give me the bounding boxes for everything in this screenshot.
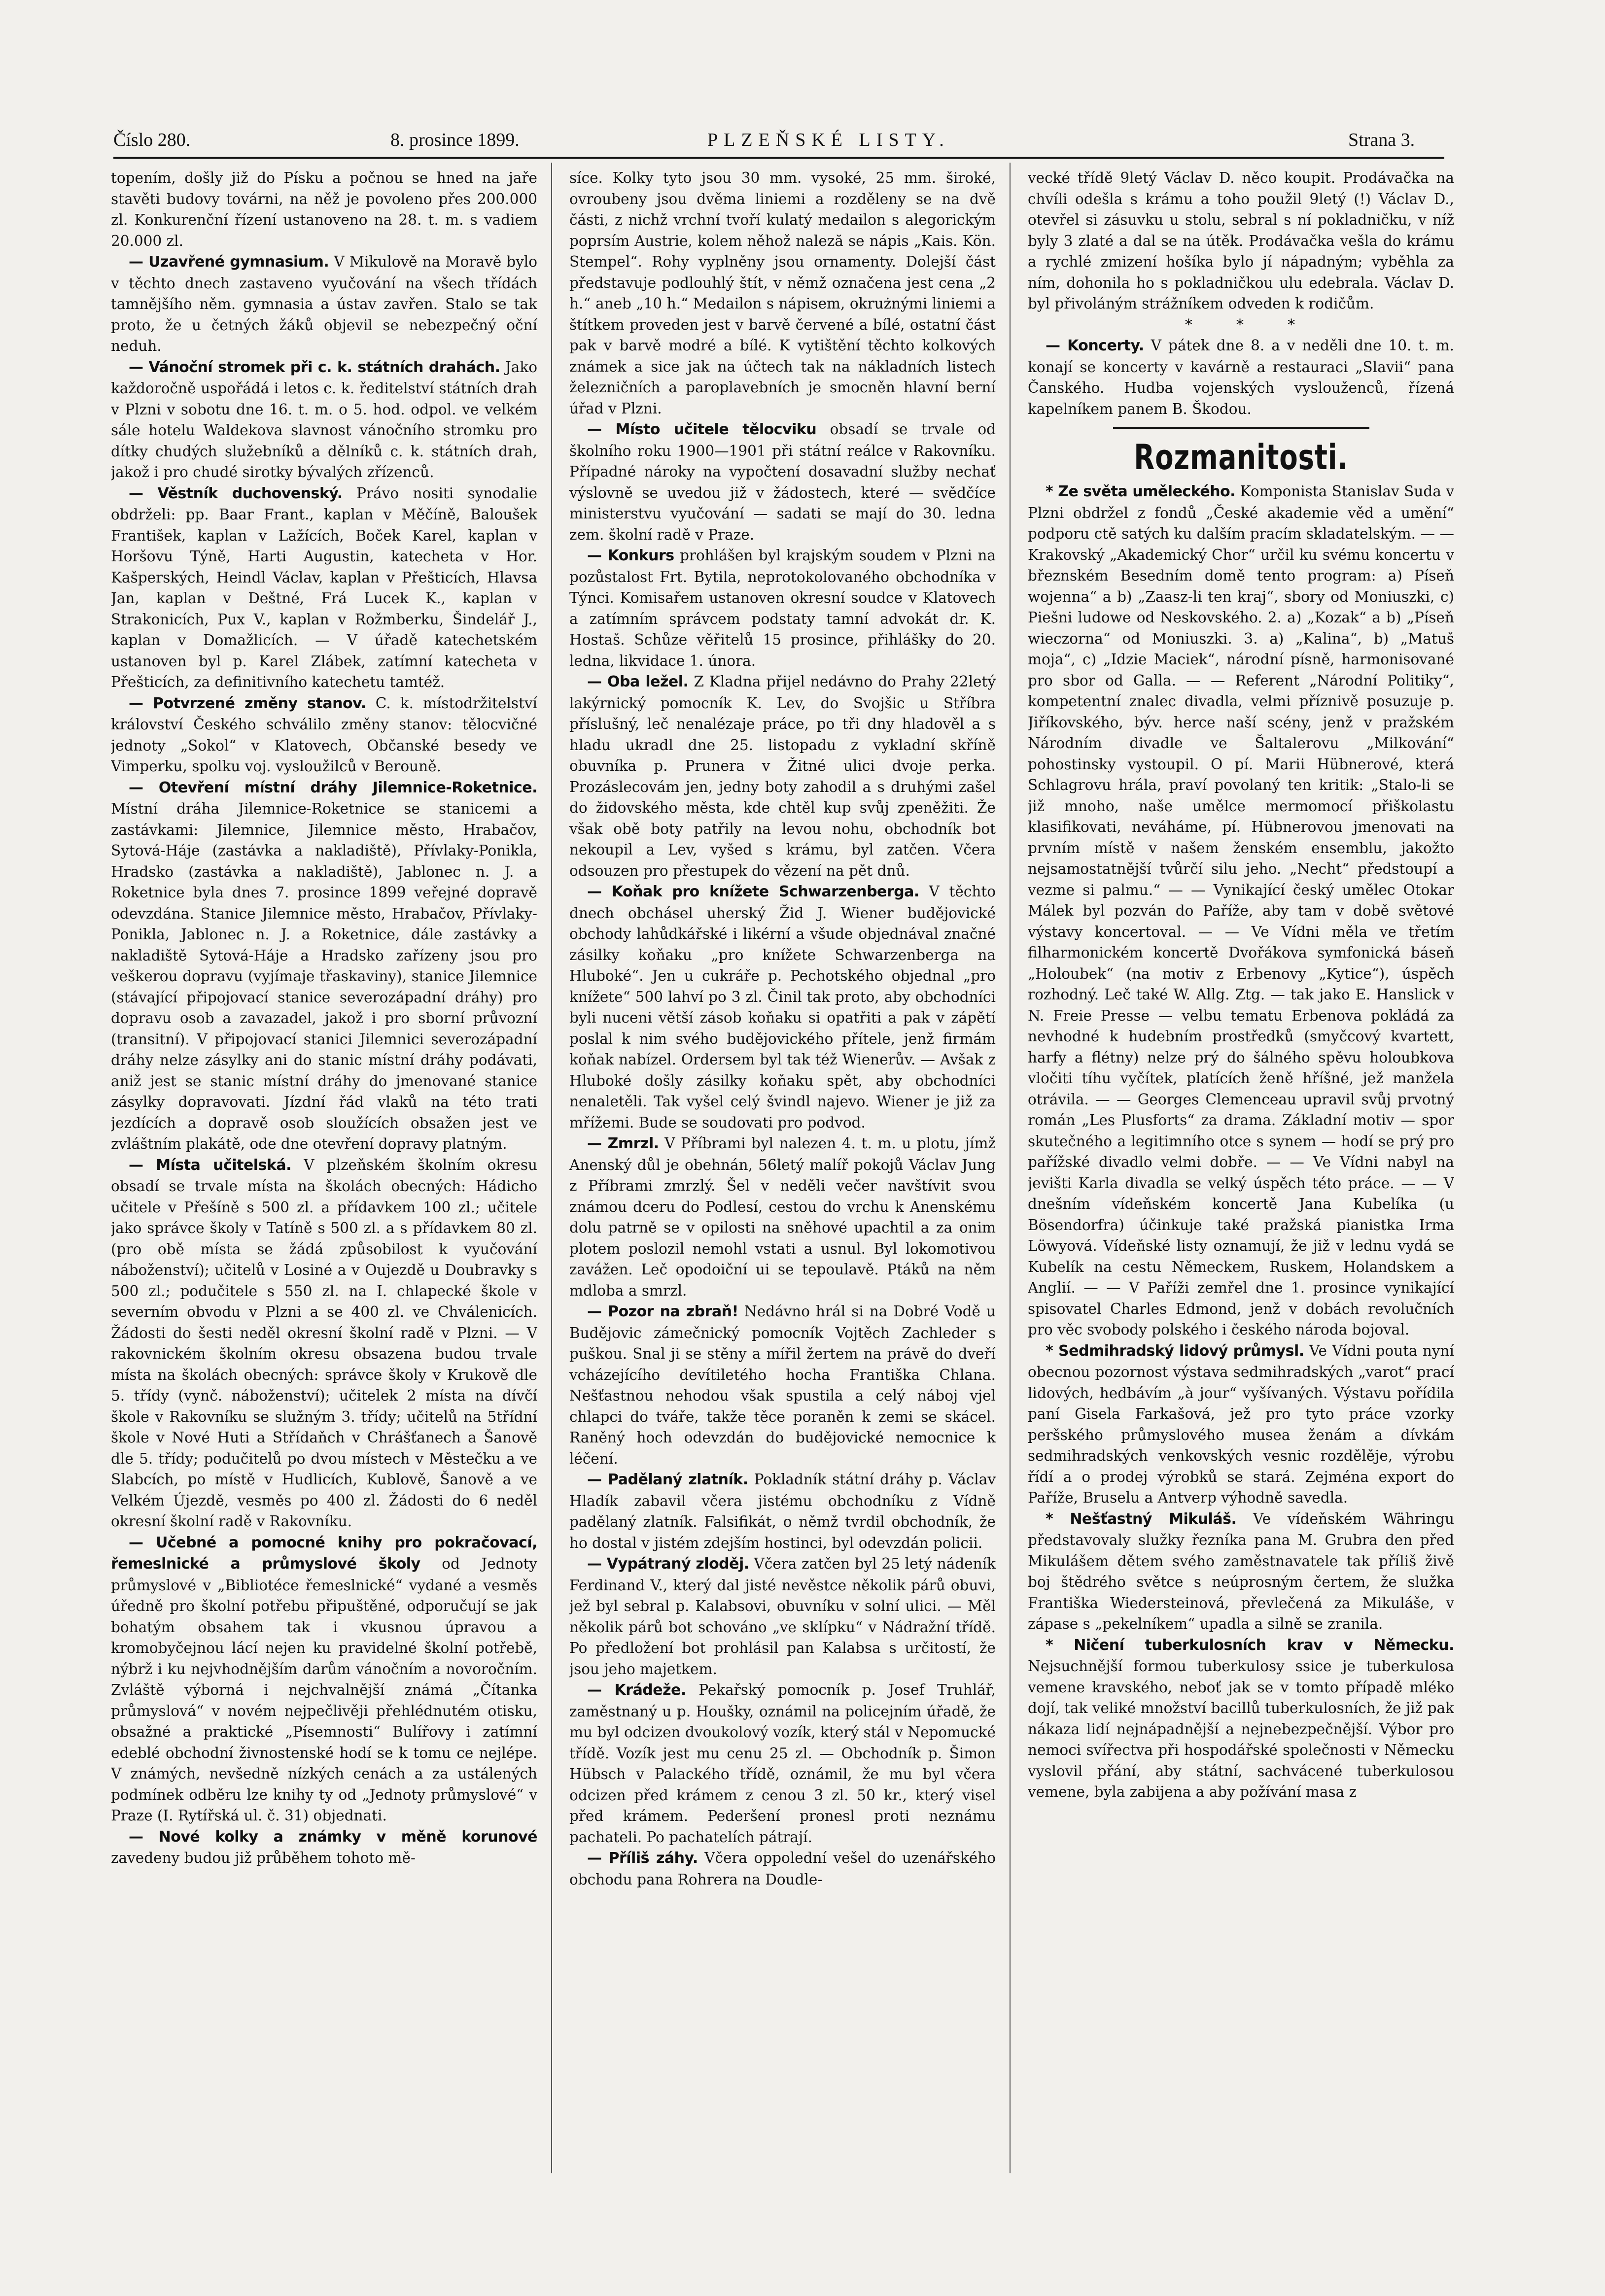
article-paragraph bbox=[111, 777, 537, 1155]
article-heading: — Místa učitelská. bbox=[129, 1156, 292, 1174]
article-heading: — Konkurs bbox=[587, 547, 674, 564]
column-divider bbox=[551, 163, 552, 2173]
article-text: Z Kladna přijel nedávno do Prahy 22letý lakýrnický pomocník K. Lev, do Svojšic u Stříbra příslušný, leč nenalézaje práce, po tři dny hladověl a s hladu ukradl dne 25. listopadu z vykladní skříně obuvníka p. Prunera v Žitné ulici dvoje perka. Prozáslecovám jen, jedny boty zahodil a s druhými zašel do židovského města, kde chtěl kup svůj zpeněžiti. Že však obě boty patřily na levou nohu, obchodník bot nekoupil a Lev, vyšed s krámu, byl zatčen. Včera odsouzen pro přestupek do vězení na pět dnů. bbox=[569, 673, 996, 879]
article-heading: * Nešťastný Mikuláš. bbox=[1046, 1510, 1237, 1528]
article-heading: — Příliš záhy. bbox=[587, 1850, 698, 1867]
article-paragraph bbox=[111, 1155, 537, 1532]
page-number: Strana 3. bbox=[1348, 130, 1415, 150]
article-text: obsadí se trvale od školního roku 1900—1901 při státní reálce v Rakovníku. Případné nároky na vypočtení dosavadní služby nechať výslovně se uvedou již v žádostech, které — svědčíce ministerstvu vyučování — sadati se mají do 30. ledna zem. školní radě v Praze. bbox=[569, 421, 996, 543]
article-paragraph bbox=[569, 168, 996, 419]
article-paragraph bbox=[569, 671, 996, 881]
article-heading: — Uzavřené gymnasium. bbox=[129, 253, 329, 271]
article-heading: — Vypátraný zloděj. bbox=[587, 1555, 749, 1573]
text-column-1 bbox=[111, 168, 537, 2173]
article-text: Nedávno hrál si na Dobré Vodě u Budějovic zámečnický pomocník Vojtěch Zachleder s puškou. Snal ji se stěny a mířil žertem na právě do dveří vcházejícího devítiletého hocha Františka Chlana. Nešťastnou nehodou však spustila a celý náboj vjel chlapci do tváře, takže těce poraněn k zemi se skácel. Raněný hoch odevzdán do budějovické nemocnice k léčení. bbox=[569, 1303, 996, 1467]
article-text: Jako každoročně uspořádá i letos c. k. ředitelství státních drah v Plzni v sobotu dne 16. t. m. o 5. hod. odpol. ve velkém sále hotelu Waldekova slavnost vánočního stromku pro dítky chudých služebníků a dělníků c. k. státních drah, jakož i pro chudé sirotky bývalých zřízenců. bbox=[111, 358, 537, 480]
article-text: Ve Vídni pouta nyní obecnou pozornost výstava sedmihradských „varot“ prací lidových, hedbávím „à jour“ vyšívaných. Výstavu pořídila paní Gisela Farkašová, jež pro tyto práce vzorky peršského průmyslového musea ženám a dívkám sedmihradských venkovských vesnic rozdělěje, výrobu řídí a o prodej výrobků se stará. Zejména export do Paříže, Bruselu a Antverp výhodně savedla. bbox=[1028, 1342, 1454, 1506]
article-paragraph bbox=[569, 1848, 996, 1890]
article-text: vecké třídě 9letý Václav D. něco koupit. Prodávačka na chvíli odešla s krámu a toho použil 9letý (!) Václav D., otevřel si zásuvku u stolu, sebral s ní pokladničku, v níž byly 3 zlaté a dal se na útěk. Prodávačka vešla do krámu a rychlé zmizení hošíka bylo jí nápadným; vyběhla za ním, dohonila ho s pokladničkou ulu edebrala. Václav D. byl přivoláným strážníkem odveden k rodičům. bbox=[1028, 170, 1454, 312]
section-heading: Rozmanitosti. bbox=[1134, 437, 1348, 478]
article-heading: — Místo učitele tělocviku bbox=[587, 421, 817, 438]
article-text: V Příbrami byl nalezen 4. t. m. u plotu, jímž Anenský důl je obehnán, 56letý malíř pokojů Václav Jung z Příbrami zmrzlý. Šel v neděli večer navštívit svou známou dceru do Podlesí, cestou do vrchu k Anenskému dolu patrně se v opilosti na sněhové upachtil a za onim plotem poslozil nemohl vstati a usnul. Byl lokomotivou zavážen. Leč opodoiční ui se tepoulavě. Ptáků na něm mdloba a smrzl. bbox=[569, 1135, 996, 1299]
article-heading: — Věstník duchovenský. bbox=[129, 484, 343, 502]
section-rule bbox=[1113, 427, 1369, 429]
article-paragraph bbox=[111, 693, 537, 777]
masthead bbox=[113, 129, 1434, 151]
article-heading: — Oba ležel. bbox=[587, 673, 689, 690]
article-text: od Jednoty průmyslové v „Bibliotéce řemeslnické“ vydané a vesměs úředně pro školní potřebu připuštěné, odporučují se jak bohatým obsahem tak i vkusnou úpravou a kromobyčejnou lácí nejen ku pravidelné školní potřebě, nýbrž i ku nejvhodnějším darům vánočním a novoročním. Zvláště výborná i nejchvalnější známá „Čítanka průmyslová“ v novém nejpečlivěji přehlédnutém otisku, obsažné a praktické „Písemnosti“ Bulířovy i zatímní edeblé obchodní živnostenské hodí se k tomu ce nejlépe. V známých, nevšedně nízkých cenách a za ustálených podmínek odběru lze knihy ty od „Jednoty průmyslové“ v Praze (I. Rytířská ul. č. 31) objednati. bbox=[111, 1555, 537, 1824]
article-heading: — Vánoční stromek při c. k. státních drahách. bbox=[129, 358, 500, 376]
article-heading: — Učebné a pomocné knihy pro pokračovací, řemeslnické a průmyslové školy bbox=[111, 1534, 537, 1573]
article-paragraph bbox=[569, 881, 996, 1133]
article-heading: — Koňak pro knížete Schwarzenberga. bbox=[587, 883, 919, 900]
article-text: síce. Kolky tyto jsou 30 mm. vysoké, 25 mm. široké, ovroubeny jsou dvěma liniemi a rozděleny se na dvě části, z nichž vrchní tvoří kulatý medailon s alegorickým poprsím Austrie, kolem něhož naleză se nápis „Kais. Kön. Stempel“. Rohy vyplněny jsou ornamenty. Dolejší část představuje podlouhlý štít, v němž označena jest cena „2 h.“ aneb „10 h.“ Medailon s nápisem, okrużnými liniemi a štítkem proveden jest v barvě červené a bílé, ostatní část pak v barvě modré a bílé. K vytištění těchto kolkových známek a sice jak na účtech tak na nákladních listech železničních a paroplavebních je smocněn hlavní berní úřad v Plzni. bbox=[569, 170, 996, 417]
article-heading: — Nové kolky a známky v měně korunové bbox=[129, 1828, 537, 1846]
article-heading: * Ničení tuberkulosních krav v Německu. bbox=[1046, 1636, 1454, 1654]
article-heading: — Zmrzl. bbox=[587, 1135, 659, 1152]
article-heading: * Sedmihradský lidový průmysl. bbox=[1046, 1342, 1304, 1360]
article-text: Pekařský pomocník p. Josef Truhlář, zaměstnaný u p. Houšky, oznámil na policejním úřadě, že mu byl odcizen dvoukolový vozík, který stál v Nepomucké třídě. Vozík jest mu cenu 25 zl. — Obchodník p. Šimon Hübsch v Palackého třídě, oznámil, že mu byl včera odcizen před krámem z cenou 3 zl. 50 kr., který visel před krámem. Pederšení pronesl proti neznámu pachateli. Po pachatelích pátrají. bbox=[569, 1681, 996, 1846]
issue-number: Číslo 280. bbox=[113, 130, 191, 150]
article-text: V těchto dnech obchásel uherský Žid J. Wiener budějovické obchody lahůdkářské i likérní a všude objednával značné zásilky koňaku „pro knížete Schwarzenberga na Hluboké“. Jen u cukráře p. Pechotského objednal „pro knížete“ 500 lahví po 3 zl. Činil tak proto, aby obchodníci byli nuceni větší zásob koňaku si opatřiti a pak v zápětí poslal k nim svého budějovického přítele, jenž firmám koňak nabízel. Ordersem byl tak též Wienerův. — Avšak z Hluboké došly zásilky koňaku spět, aby obchodníci nenaletěli. Tak vyšel celý švindl najevo. Wiener je již za mřížemi. Bude se soudovati pro podvod. bbox=[569, 883, 996, 1131]
article-heading: — Padělaný zlatník. bbox=[587, 1471, 748, 1488]
masthead-rule bbox=[113, 157, 1444, 159]
article-paragraph bbox=[111, 168, 537, 251]
article-text: V Mikulově na Moravě bylo v těchto dnech zastaveno vyučování na všech třídách tamnějšího něm. gymnasia a ústav zavřen. Stalo se tak proto, že u četných žáků objevil se nebezpečný oční neduh. bbox=[111, 253, 537, 354]
article-paragraph bbox=[569, 419, 996, 545]
article-text: C. k. místodržitelství království Českého schválilo změny stanov: tělocvičné jednoty „Sokol“ v Klatovech, Občanské besedy ve Vimperku, spolku voj. vysloužilců v Berouně. bbox=[111, 694, 537, 775]
article-paragraph bbox=[1028, 1508, 1454, 1635]
article-heading: * Ze světa uměleckého. bbox=[1046, 483, 1236, 500]
article-heading: — Otevření místní dráhy Jilemnice-Roketnice. bbox=[129, 779, 537, 796]
article-paragraph bbox=[1028, 335, 1454, 419]
article-paragraph bbox=[111, 1532, 537, 1826]
article-paragraph bbox=[1028, 168, 1454, 314]
article-paragraph bbox=[569, 1469, 996, 1553]
article-text: Ve vídeňském Währingu představovaly služky řezníka pana M. Grubra den před Mikulášem dětem svého zaměstnavatele tak příliš živě boj štědrého světce s neúprosným čertem, že služka Františka Wiedersteinová, převlečená za Mikuláše, v zápase s „pekelníkem“ upadla a silně se zranila. bbox=[1028, 1510, 1454, 1632]
article-paragraph bbox=[111, 483, 537, 693]
article-text: V plzeňském školním okresu obsadí se trvale místa na školách obecných: Hádicho učitele v Přešíně s 500 zl. a přídavkem 100 zl.; učitele jako správce školy v Tatíně s 500 zl. a s přídavkem 80 zl. (pro obě místa se žádá způsobilost k vyučování náboženství); učitelů v Losiné a v Oujezdě u Doubravky s 500 zl.; podučitele s 550 zl. na I. chlapecké škole v severním obvodu v Plzni a se 400 zl. ve Chválenicích. Žádosti do šesti neděl okresní školní radě v Plzni. — V rakovnickém školním okresu obsazena budou trvale místa na školách obecných: správce školy v Krukově dle 5. třídy (vynč. náboženství); učitelek 2 místa na dívčí škole v Rakovníku se služným 3. třídy; učitelů na 5třídní škole v Nové Huti a Střídaňch v Chrášťanech a Šanově dle 5. třídy; podučitelů po dvou místech v Městečku a ve Slabcích, po místě v Hudlicích, Kublově, Šanově a ve Velkém Újezdě, vesměs po 400 zl. Žádosti do 6 neděl okresní školní radě v Rakovníku. bbox=[111, 1156, 537, 1530]
paper-title: PLZEŇSKÉ LISTY. bbox=[707, 130, 950, 150]
article-paragraph bbox=[1028, 1340, 1454, 1508]
text-column-2 bbox=[569, 168, 996, 2173]
article-paragraph bbox=[111, 251, 537, 357]
text-column-3 bbox=[1028, 168, 1454, 2173]
article-text: Komponista Stanislav Suda v Plzni obdržel z fondů „České akademie věd a umění“ podporu ctě satých ku dalším pracím skladatelským. — — Krakovský „Akademický Chor“ určil ku svému koncertu v březnském Besedním domě tento program: a) Píseň wojenna“ a b) „Zaasz-li ten kraj“, sbory od Moniuszki, c) Piešni ludowe od Neskovského. 2. a) „Kozak“ a b) „Píseň wieczorna“ od Moniuszki. 3. a) „Kalina“, b) „Matuš moja“, c) „Idzie Maciek“, národní písně, harmonisované pro sbor od Galla. — — Referent „Národní Politiky“, kompetentní znalec divadla, velmi příznivě posuzuje p. Jiříkovského, býv. herce naší scény, jenž v pražském Národním divadle ve Šaltalerovu „Milkování“ pohostinsky vystoupil. O pí. Marii Hübnerové, která Schlagrovu hrála, praví povolaný ten kritik: „Stalo-li se již mnoho, naše umělce mermomocí přiškolastu klasifikovati, neváháme, pí. Hübnerovou jmenovati na prvním místě v našem ženském ensemblu, jakožto nejsamostatnější tvůrčí silu jeho. „Necht“ předstoupí a vezme si palmu.“ — — Vynikající český umělec Otokar Málek byl pozván do Paříže, aby tam v době světové výstavy koncertoval. — — Ve Vídni měla ve třetím filharmonickém koncertě Dvořákova symfonická báseň „Holoubek“ (na motiv z Erbenovy „Kytice“), úspěch rozhodný. Leč také W. Allg. Ztg. — tak jako E. Hanslick v N. Freie Presse — velbu tematu Erbenova pokládá za nevhodné k hudebním prostředků (smyčcový kvartett, harfy a flétny) nelze prý do šálného spěvu holoubkova vločiti tíhu vyčítek, platících ženě hříšné, jež manžela otrávila. — — Georges Clemenceau upravil svůj prvotný román „Les Plusforts“ za drama. Základní motiv — spor skutečného a legitimního otce s synem — hodí se prý pro pařížské divadlo velmi dobře. — — Ve Vídni nabyl na jevišti Karla divadla se velký úspěch této práce. — — V dnešním vídeňském koncertě Jana Kubelíka (u Bösendorfra) účinkuje také pražská pianistka Irma Löwyová. Vídeňské listy oznamují, že již v lednu vydá se Kubelík na cestu Německem, Ruskem, Holandskem a Anglií. — — V Paříži zemřel dne 1. prosince vynikající spisovatel Charles Edmond, jenž v dobách revolučních pro věc svobody polského i českého národa bojoval. bbox=[1028, 483, 1454, 1338]
article-text: topením, došly již do Písku a počnou se hned na jaře stavěti budovy továrni, na něž je povoleno přes 200.000 zl. Konkurenční řízení ustanoveno na 28. t. m. s vadiem 20.000 zl. bbox=[111, 170, 537, 249]
article-heading: — Koncerty. bbox=[1046, 337, 1144, 354]
article-paragraph bbox=[1028, 1635, 1454, 1803]
article-paragraph bbox=[111, 1826, 537, 1869]
article-paragraph bbox=[569, 1679, 996, 1848]
column-divider bbox=[1010, 163, 1011, 2173]
separator-stars: * * * bbox=[1185, 316, 1315, 333]
article-text: Pokladník státní dráhy p. Václav Hladík zabavil včera jistému obchodníku z Vídně padělaný zlatník. Falsifikát, o němž tvrdil obchodník, že ho dostal v jistém zdejším hostinci, byl odevzdán policii. bbox=[569, 1471, 996, 1551]
article-paragraph bbox=[1028, 481, 1454, 1340]
article-text: zavedeny budou již průběhem tohoto mě- bbox=[111, 1850, 416, 1866]
issue-date: 8. prosince 1899. bbox=[390, 130, 520, 150]
article-text: Nejsuchnější formou tuberkulosy ssice je tuberkulosa vemene kravského, neboť jak se v tomto případě mléko dojí, tak veliké množství bacillů tuberkulosních, že již pak nákaza lidí nejnápadnější a nejnebezpečnější. Výbor pro nemoci svířectva při hospodářské společnosti v Německu vyslovil přání, aby státní, sachvácené tuberkulosou vemene, byla zabijena a aby požívání masa z bbox=[1028, 1658, 1454, 1800]
article-heading: — Potvrzené změny stanov. bbox=[129, 694, 366, 712]
article-heading: — Pozor na zbraň! bbox=[587, 1303, 738, 1320]
article-text: V pátek dne 8. a v neděli dne 10. t. m. konají se koncerty v kavárně a restauraci „Slavii“ pana Čanského. Hudba vojenských vyslouženců, řízená kapelníkem panem B. Škodou. bbox=[1028, 337, 1454, 417]
article-text: Včera oppolední vešel do uzenářského obchodu pana Rohrera na Doudle- bbox=[569, 1850, 996, 1888]
article-text: Včera zatčen byl 25 letý nádeník Ferdinand V., který dal jisté nevěstce několik párů obuvi, jež byl sebral p. Kalabsovi, obuvníku v solní ulici. — Měl několik párů bot schováno „ve sklípku“ v Nádražní třídě. Po předložení bot prohlásil pan Kalabsa s určitostí, že jsou jeho majetkem. bbox=[569, 1555, 996, 1678]
article-text: prohlášen byl krajským soudem v Plzni na pozůstalost Frt. Bytila, neprotokolovaného obchodníka v Týnci. Komisařem ustanoven okresní soudce v Klatovech a zatímním správcem podstaty tamní advokát dr. K. Hostaš. Schůze věřitelů 15 prosince, přihlášky do 20. ledna, likvidace 1. února. bbox=[569, 547, 996, 669]
article-paragraph bbox=[569, 1553, 996, 1679]
article-paragraph bbox=[569, 545, 996, 671]
article-paragraph bbox=[569, 1133, 996, 1301]
article-paragraph bbox=[569, 1301, 996, 1469]
article-text: Místní dráha Jilemnice-Roketnice se stanicemi a zastávkami: Jilemnice, Jilemnice město, Hrabačov, Sytová-Háje (zastávka a nakladiště), Přívlaky-Ponikla, Hradsko (zastávka a nakladiště), Jablonec n. J. a Roketnice byla dnes 7. prosince 1899 veřejné dopravě odevzdána. Stanice Jilemnice město, Hrabačov, Přívlaky-Ponikla, Jablonec n. J. a Roketnice, dále zastávky a nakladiště Sytová-Háje a Hradsko zařízeny jsou pro veškerou dopravu (vyjímaje třaskaviny), stanice Jilemnice (stávající připojovací stanice severozápadní dráhy) pro dopravu osob a zavazadel, jakož i pro sborní průvozní (transitní). V připojovací stanici Jilemnici severozápadní dráhy nelze zásylky ani do stanic místní dráhy podávati, aniž jest se stanic místní dráhy do jmenované stanice zásylky dopravovati. Jízdní řád vlaků na této trati jezdících a dopravě osob sloužících obsažen jest ve zvláštním plakátě, ode dne otevření dopravy platným. bbox=[111, 800, 537, 1152]
article-text: Právo nositi synodalie obdrželi: pp. Baar Frant., kaplan v Měčíně, Baloušek František, kaplan v Lažících, Boček Karel, kaplan v Horšovu Týně, Harti Augustin, katecheta v Hor. Kašperských, Heindl Václav, kaplan v Přešticích, Hlavsa Jan, kaplan v Deštné, Frá Lucek K., kaplan v Strakonicích, Pux V., kaplan v Rožmberku, Šindelář J., kaplan v Domažlicích. — V úřadě katechetském ustanoven byl p. Karel Zlábek, zatímní katecheta v Přešticích, za definitivního katechetu tamtéž. bbox=[111, 484, 537, 690]
article-heading: — Krádeže. bbox=[587, 1681, 686, 1699]
article-paragraph bbox=[111, 357, 537, 483]
